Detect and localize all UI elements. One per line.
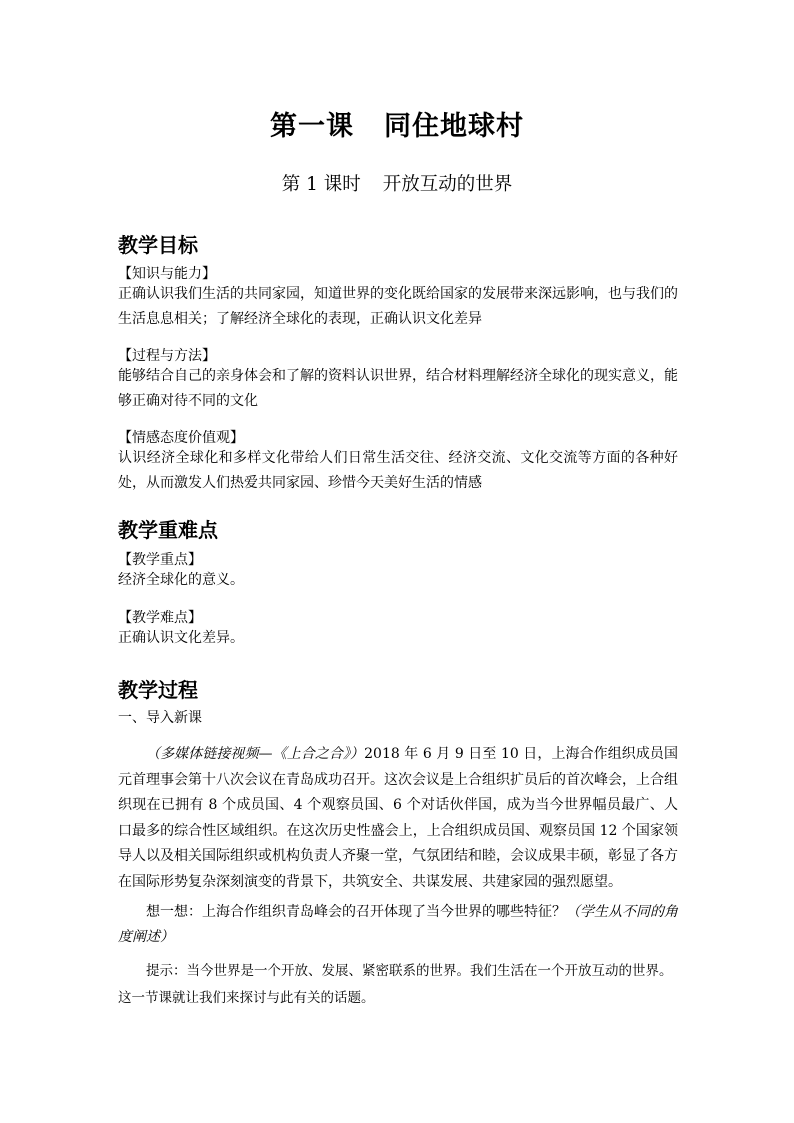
lesson-title	[0, 104, 794, 143]
emotion-text: 认识经济全球化和多样文化带给人们日常生活交往、经济交流、文化交流等方面的各种好处，从而激发人们热爱共同家园、珍惜今天美好生活的情感	[118, 450, 678, 491]
process-method-text: 能够结合自己的亲身体会和了解的资料认识世界，结合材料理解经济全球化的现实意义，能够正确对待不同的文化	[118, 368, 678, 409]
think-note: （学生从不同的角度阐述）	[118, 904, 678, 945]
think-label: 想一想：	[146, 904, 202, 920]
process-heading: 教学过程	[118, 678, 198, 702]
keypoints-heading: 教学重难点	[118, 518, 218, 542]
knowledge-text: 正确认识我们生活的共同家园，知道世界的变化既给国家的发展带来深远影响，也与我们的生活息息相关；了解经济全球化的表现，正确认识文化差异	[118, 286, 678, 327]
hint-paragraph	[118, 958, 678, 1012]
difficulty-label: 【教学难点】	[118, 610, 202, 626]
lesson-number: 第一课	[270, 111, 354, 142]
think-question: 上海合作组织青岛峰会的召开体现了当今世界的哪些特征？	[202, 904, 566, 920]
think-paragraph	[118, 900, 678, 950]
intro-paragraph	[118, 742, 678, 895]
lesson-subtitle	[0, 170, 794, 196]
difficulty-text: 正确认识文化差异。	[118, 630, 244, 646]
emotion-label: 【情感态度价值观】	[118, 430, 244, 446]
focus-text: 经济全球化的意义。	[118, 572, 244, 588]
knowledge-label: 【知识与能力】	[118, 266, 216, 282]
process-method-label: 【过程与方法】	[118, 348, 216, 364]
focus-label: 【教学重点】	[118, 552, 202, 568]
hint-label: 提示：	[146, 963, 187, 979]
lesson-name: 同住地球村	[384, 111, 524, 142]
step-import: 一、导入新课	[118, 710, 202, 726]
intro-text: 2018 年 6 月 9 日至 10 日，上海合作组织成员国元首理事会第十八次会议在青岛成功召开。这次会议是上合组织扩员后的首次峰会，上合组织现在已拥有 8 个成员国、4 个观察员国、6 个对话伙伴国，成为当今世界幅员最广、人口最多的综合性区域组织。在这次历史性盛会上，上合组织成员国、观察员国 12 个国家领导人以及相关国际组织或机构负责人齐聚一堂，气氛团结和睦，会议成果丰硕，彰显了各方在国际形势复杂深刻演变的背景下，共筑安全、共谋发展、共建家园的强烈愿望。	[118, 746, 678, 890]
media-link-note: （多媒体链接视频—《上合之合》）	[146, 746, 365, 762]
goals-heading: 教学目标	[118, 233, 198, 257]
hint-text: 当今世界是一个开放、发展、紧密联系的世界。我们生活在一个开放互动的世界。这一节课就让我们来探讨与此有关的话题。	[118, 963, 673, 1006]
period-name: 开放互动的世界	[382, 174, 513, 195]
period-number: 第 1 课时	[281, 174, 361, 195]
